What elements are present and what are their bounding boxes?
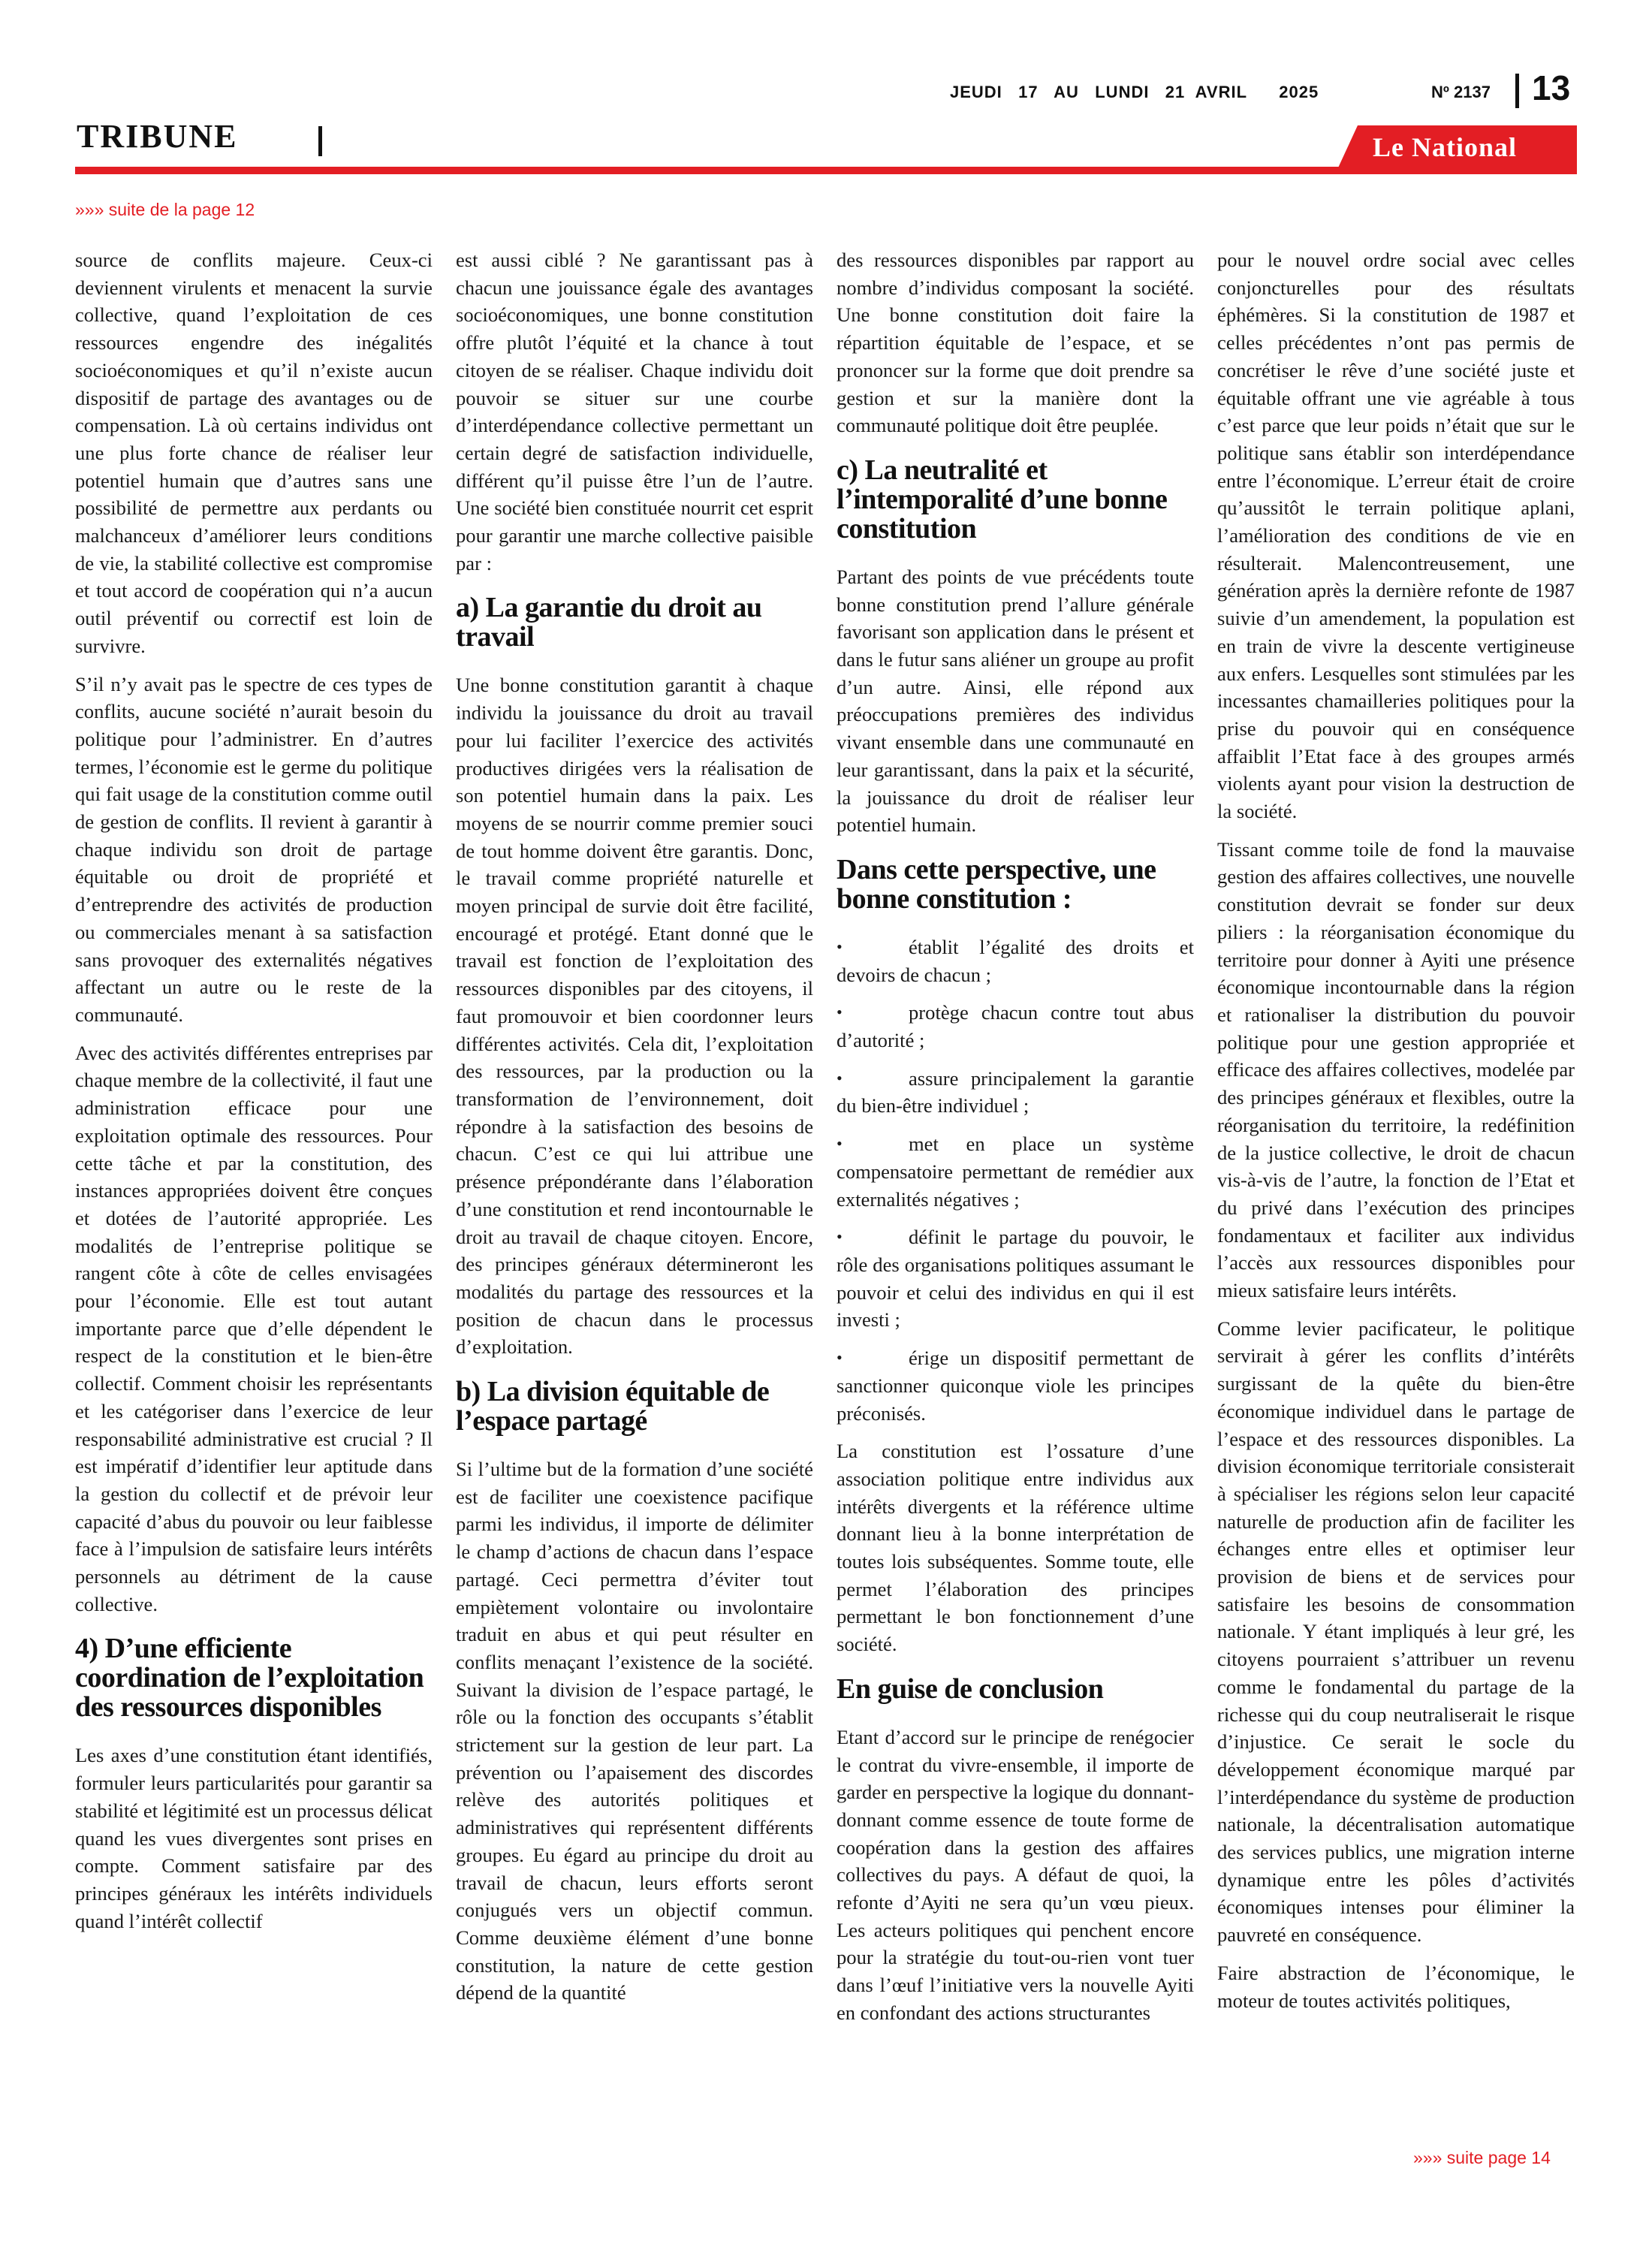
article-column-3 [837,246,1194,2139]
bullet-list [837,933,1194,1427]
bullet-icon: • [837,1068,843,1087]
paragraph: Partant des points de vue précédents toute bonne constitution prend l’allure générale favorisant son application dans le présent et dans le futur sans aliéner un groupe au profit d’un autre. Ainsi, elle répond aux préoccupations premières des individus vivant ensemble dans une communauté en leur garantissant, dans la paix et la sécurité, la jouissance du droit de réaliser leur potentiel humain. [837,565,1194,837]
list-item: • assure principalement la garantie du bien-être individuel ; [837,1065,1194,1120]
paragraph: pour le nouvel ordre social avec celles conjoncturelles pour des résultats éphémères. Si la constitution de 1987 et celles précédentes n’ont pas permis de concrétiser le rêve d’une société juste et équitable offrant une vie agréable à tous c’est parce que leur poids n’était que sur le politique sans établir son interdépendance entre l’économique. L’erreur était de croire qu’aussitôt le terrain politique aplani, l’amélioration des conditions de vie en résulterait. Malencontreusement, une génération après la dernière refonte de 1987 suivie d’un amendement, la population est en train de vivre la descente vertigineuse aux enfers. Lesquelles sont stimulées par les incessantes chamailleries politiques pour la prise du pouvoir qui en conséquence affaiblit l’Etat face à des groupes armés violents ayant pour vision la destruction de la société. [1217,249,1575,823]
paragraph: Etant d’accord sur le principe de renégocier le contrat du vivre-ensemble, il importe de garder en perspective la logique du donnant-donnant comme essence de toute forme de coopération dans la gestion des affaires collectives du pays. A défaut de quoi, la refonte d’Ayiti ne sera qu’un vœu pieux. Les acteurs politiques qui penchent encore pour la stratégie du tout-ou-rien vont tuer dans l’œuf l’initiative vers la nouvelle Ayiti en confondant des actions structurantes [837,1725,1194,2024]
list-item: • met en place un système compensatoire permettant de remédier aux externalités négatives ; [837,1130,1194,1213]
article-column-4 [1217,246,1575,2139]
paragraph: La constitution est l’ossature d’une association politique entre individus aux intérêts divergents et la référence ultime donnant lieu à la bonne interprétation de toutes lois subséquentes. Somme toute, elle permet l’élaboration des principes permettant le bon fonctionnement d’une société. [837,1440,1194,1656]
paragraph: source de conflits majeure. Ceux-ci deviennent virulents et menacent la survie collective, quand l’exploitation de ces ressources engendre des inégalités socioéconomiques et qu’il n’existe aucun dispositif de partage des avantages ou de compensation. Là où certains individus ont une plus forte chance de réaliser leur potentiel humain que d’autres sans une possibilité de permettre aux perdants ou malchanceux d’améliorer leurs conditions de vie, la stabilité collective est compromise et tout accord de coopération qui n’a aucun outil préventif ou correctif est loin de survivre. [75,249,433,657]
subheading: b) La division équitable de l’espace partagé [456,1376,770,1437]
paragraph: Une bonne constitution garantit à chaque individu la jouissance du droit au travail pour lui faciliter l’exercice des activités productives dirigées vers la réalisation de son potentiel humain dans la paix. Les moyens de se nourrir comme premier souci de tout homme doivent être garantis. Donc, le travail comme propriété naturelle et moyen principal de survie doit être facilité, encouragé et protégé. Etant donné que le travail est fonction de l’exploitation des ressources disponibles par des citoyens, il faut promouvoir et bien coordonner leurs différentes activités. Cela dit, l’exploitation des ressources, par la production ou la transformation de l’environnement, doit répondre à la satisfaction des besoins de chacun. C’est ce qui lui attribue une présence prépondérante dans l’élaboration d’une constitution et rend incontournable le droit au travail de chaque citoyen. Encore, des principes généraux détermineront les modalités du partage des ressources et la position de chacun dans le processus d’exploitation. [456,674,813,1359]
list-item: • protège chacun contre tout abus d’autorité ; [837,999,1194,1054]
section-divider [318,126,322,156]
list-item: • érige un dispositif permettant de sanctionner quiconque viole les principes préconisés. [837,1344,1194,1427]
continued-from-link[interactable]: »»» suite de la page 12 [75,200,255,219]
article-column-1 [75,246,433,2139]
header-divider [1515,74,1519,108]
paragraph: Avec des activités différentes entreprises par chaque membre de la collectivité, il faut une administration efficace pour une exploitation optimale des ressources. Pour cette tâche et par la constitution, des instances appropriées doivent être conçues et dotées de l’autorité appropriée. Les modalités de l’entreprise politique se rangent côte à côte de celles envisagées pour l’économie. Elle est tout autant importante parce que d’elle dépendent le respect de la constitution et le bien-être collectif. Comment choisir les représentants et les catégoriser dans l’exercice de leur responsabilité administrative est crucial ? Il est impératif d’identifier leur aptitude dans la gestion du collectif et de prévoir leur capacité d’abus du pouvoir ou leur faiblesse face à l’impulsion de satisfaire leurs intérêts personnels au détriment de la cause collective. [75,1041,433,1615]
list-item: • établit l’égalité des droits et devoirs de chacun ; [837,933,1194,988]
bullet-icon: • [837,1348,843,1368]
section-title: TRIBUNE [77,118,238,155]
subheading: En guise de conclusion [837,1672,1104,1705]
paragraph: Comme levier pacificateur, le politique servirait à gérer les conflits d’intérêts surgissant de la quête du bien-être économique individuel dans le partage de l’espace et des ressources disponibles. La division économique territoriale consisterait à spécialiser les régions selon leur capacité naturelle de production afin de faciliter les échanges entre elles et optimiser leur provision de biens et de services pour satisfaire les besoins de consommation nationale. Y étant impliqués à leur gré, les citoyens pourraient s’attribuer un revenu comme le fondamental du partage de la richesse qui du coup neutraliserait le risque d’injustice. Ce serait le socle du développement économique marqué par l’interdépendance du système de production nationale, la décentralisation automatique des services publics, une migration interne dynamique entre les pôles d’activités économiques intenses pour éliminer la pauvreté en conséquence. [1217,1317,1575,1947]
bullet-icon: • [837,1134,843,1154]
paragraph: Faire abstraction de l’économique, le moteur de toutes activités politiques, [1217,1961,1575,2012]
subheading: c) La neutralité et l’intemporalité d’une bonne constitution [837,454,1168,544]
bullet-icon: • [837,936,843,956]
subheading: 4) D’une efficiente coordination de l’exploitation des ressources disponibles [75,1633,424,1724]
bullet-icon: • [837,1227,843,1247]
paragraph: est aussi ciblé ? Ne garantissant pas à chacun une jouissance égale des avantages socioéconomiques, une bonne constitution offre plutôt l’équité et la chance à tout citoyen de se réaliser. Chaque individu doit pouvoir se situer sur une courbe d’interdépendance collective permettant un certain degré de satisfaction individuelle, différent qu’il puisse être l’un de l’autre. Une société bien constituée nourrit cet esprit pour garantir une marche collective paisible par : [456,249,813,575]
issue-number: Nº 2137 [1431,83,1491,101]
issue-date: JEUDI 17 AU LUNDI 21 AVRIL 2025 [950,83,1319,101]
bullet-icon: • [837,1003,843,1022]
subheading: Dans cette perspective, une bonne constitution : [837,853,1156,915]
list-item: • définit le partage du pouvoir, le rôle des organisations politiques assumant le pouvoir et celui des individus en qui il est investi ; [837,1223,1194,1334]
page-number: 13 [1532,68,1571,107]
paragraph: Les axes d’une constitution étant identifiés, formuler leurs particularités pour garantir sa stabilité et légitimité est un processus délicat quand les vues divergentes sont prises en compte. Comment satisfaire par des principes généraux les intérêts individuels quand l’intérêt collectif [75,1744,433,1932]
paragraph: Tissant comme toile de fond la mauvaise gestion des affaires collectives, une nouvelle constitution devrait se fonder sur deux piliers : la réorganisation économique du territoire pour donner à Ayiti une présence économique incontournable dans la région et rationaliser la distribution du pouvoir politique pour une gestion appropriée et efficace des affaires collectives, modelée par des principes généraux et flexibles, outre la réorganisation du territoire, la redéfinition de la justice collective, le droit de chacun vis-à-vis de l’autre, la fonction de l’Etat et du privé dans l’exécution des principes fondamentaux et faciliter aux individus l’accès aux ressources disponibles pour mieux satisfaire leurs intérêts. [1217,837,1575,1302]
brand-logo: Le National [1373,132,1518,162]
subheading: a) La garantie du droit au travail [456,592,762,653]
paragraph: des ressources disponibles par rapport au nombre d’individus composant la société. Une bonne constitution doit faire la répartition équitable de l’espace, et se prononcer sur la forme que doit prendre sa gestion et sur la manière dont la communauté politique doit être peuplée. [837,249,1194,437]
paragraph: Si l’ultime but de la formation d’une société est de faciliter une coexistence pacifique parmi les individus, il importe de délimiter le champ d’actions de chacun dans l’espace partagé. Ceci permettra d’éviter tout empiètement volontaire ou involontaire traduit en abus et qui peut résulter en conflits menaçant l’existence de la société. Suivant la division de l’espace partagé, le rôle ou la fonction des occupants s’établit strictement sur la gestion de leur part. La prévention ou l’apaisement des discordes relève des autorités politiques et administratives qui représentent différents groupes. Eu égard au principe du droit au travail de chacun, leurs efforts seront conjugués vers un objectif commun. Comme deuxième élément d’une bonne constitution, la nature de cette gestion dépend de la quantité [456,1458,813,2004]
article-column-2 [456,246,813,2139]
paragraph: S’il n’y avait pas le spectre de ces types de conflits, aucune société n’aurait besoin du politique pour l’administrer. En d’autres termes, l’économie est le germe du politique qui fait usage de la constitution comme outil de gestion de conflits. Il revient à garantir à chaque individu son droit de partage équitable ou droit de propriété et d’entreprendre des activités de production ou commerciales menant à sa satisfaction sans provoquer des externalités négatives affectant un autre ou le reste de la communauté. [75,672,433,1026]
continued-to-link[interactable]: »»» suite page 14 [1413,2148,1551,2167]
